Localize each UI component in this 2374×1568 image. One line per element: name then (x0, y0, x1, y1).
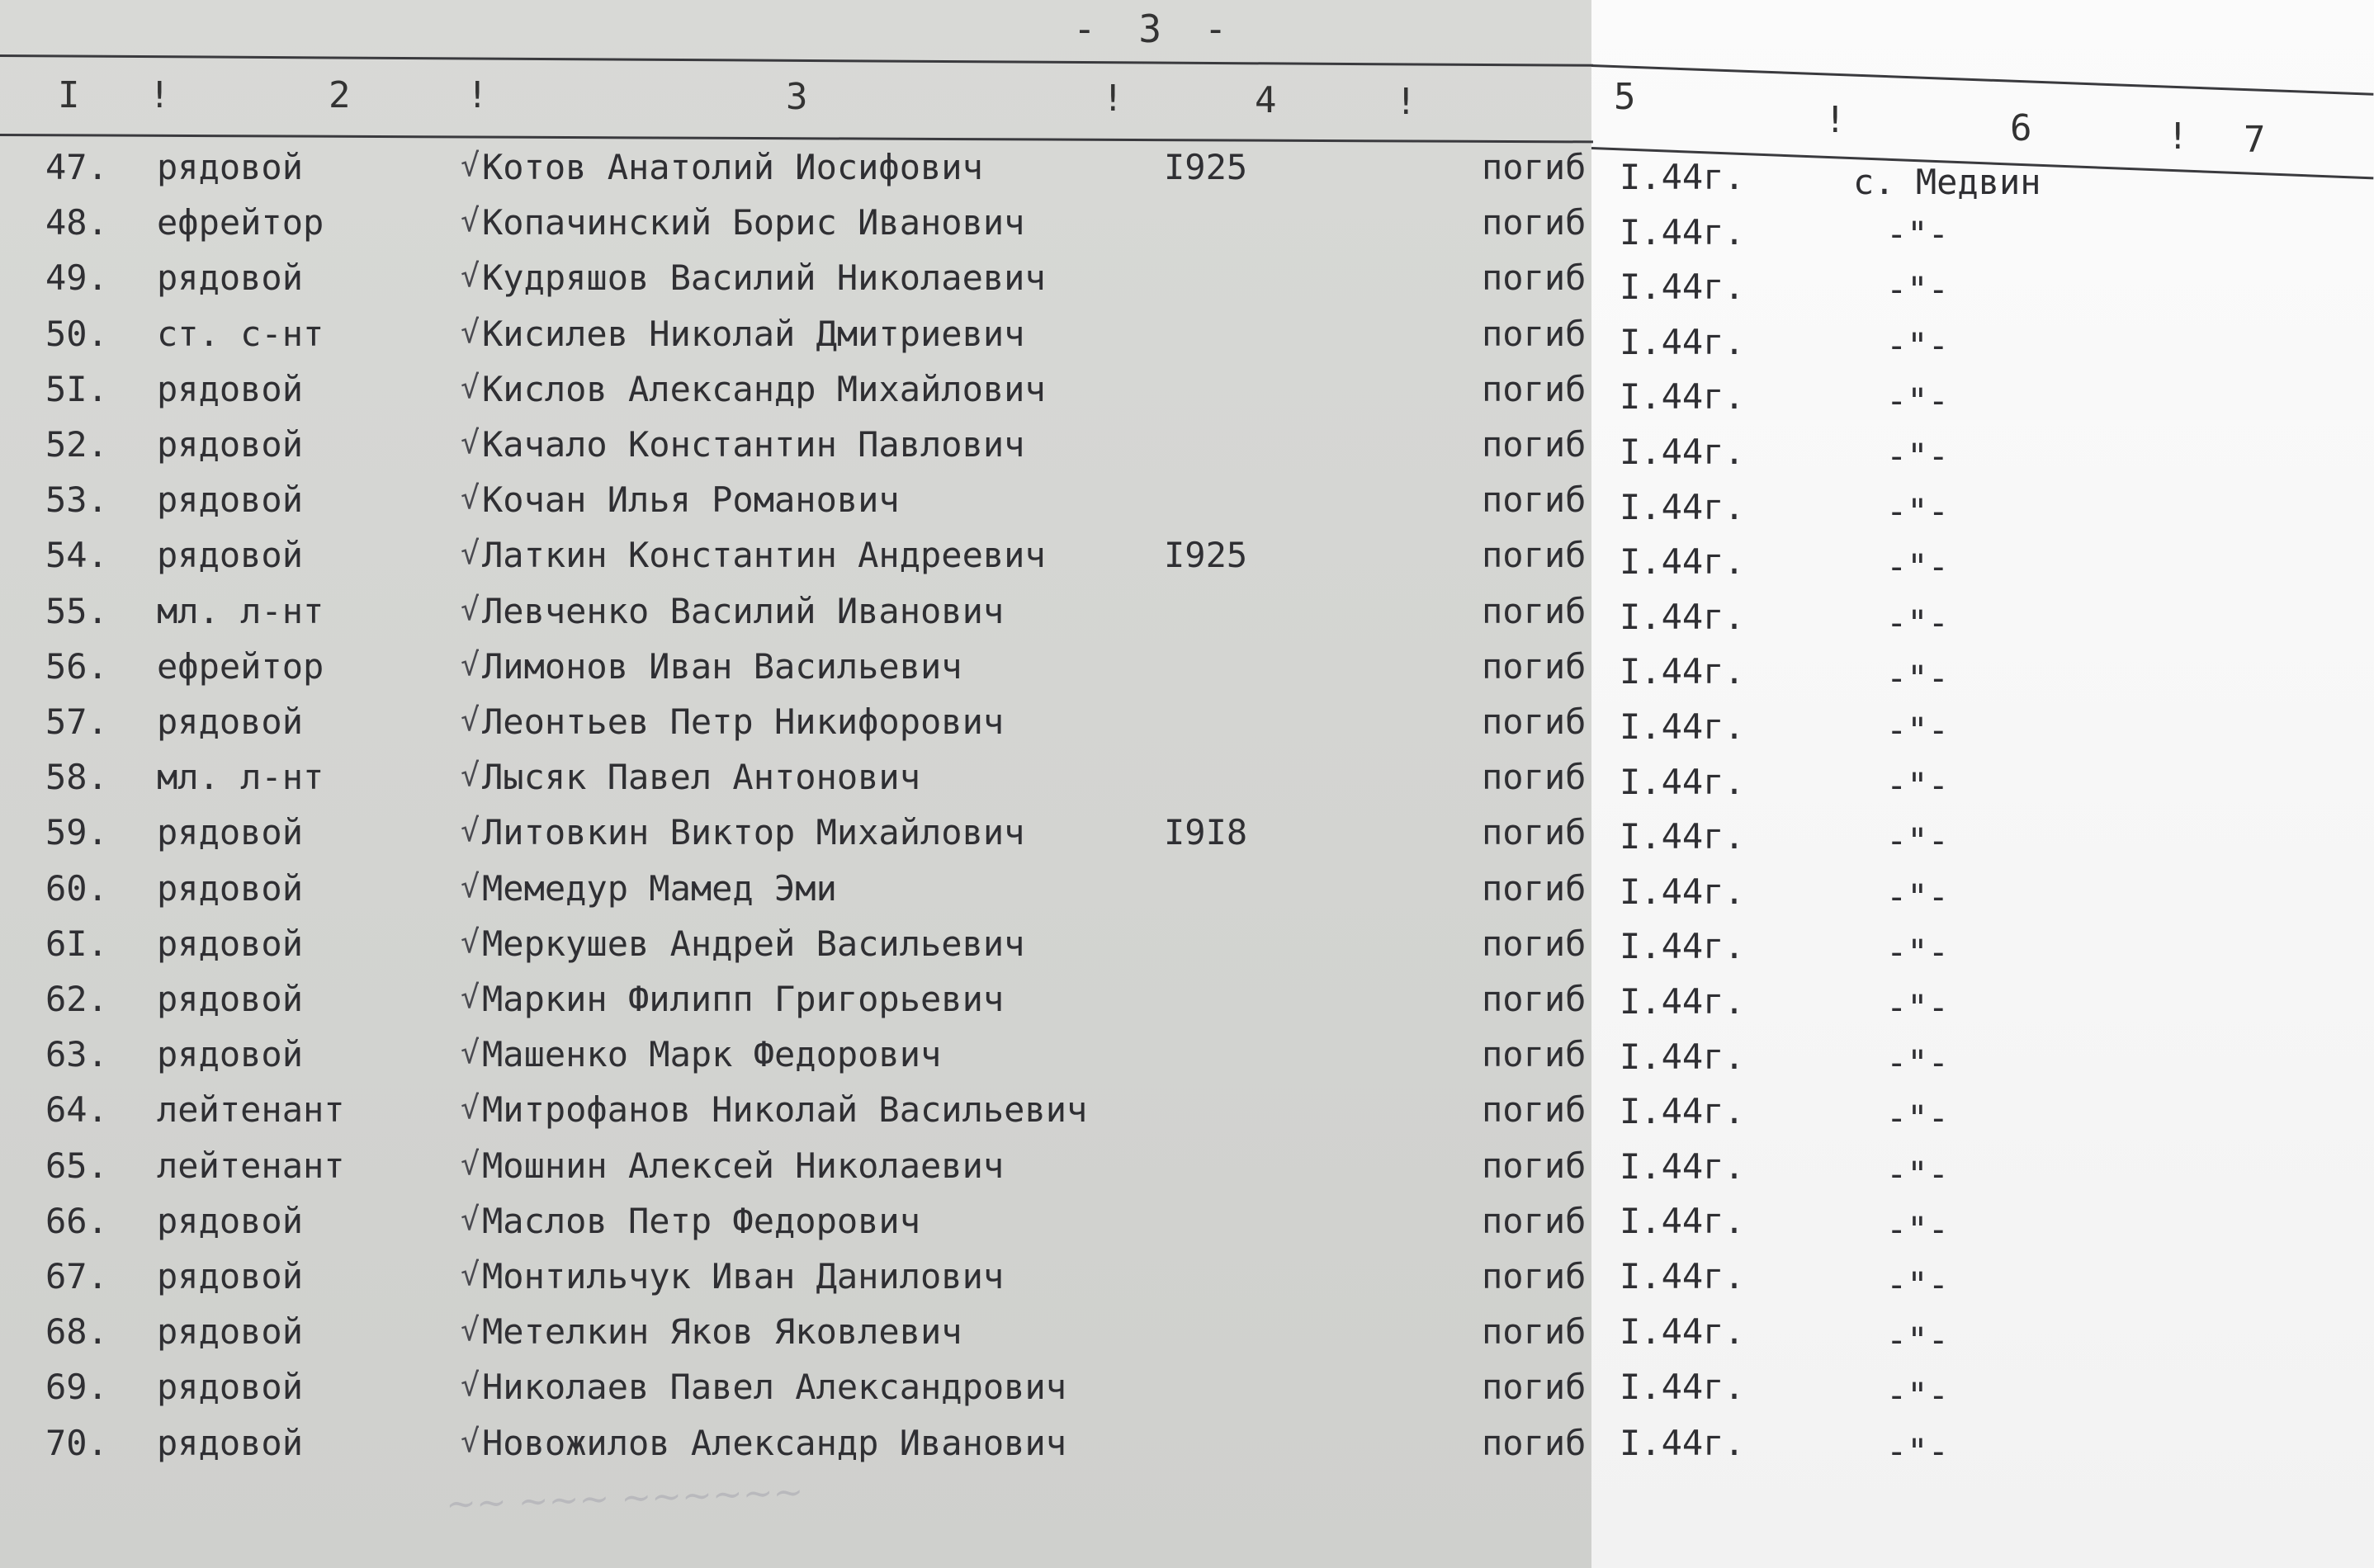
row-date: I.44г. (1620, 486, 1745, 527)
row-place: -"- (1886, 1042, 1949, 1084)
table-row (0, 979, 2374, 1028)
row-fate: погиб (1482, 1256, 1587, 1296)
row-number: 50. (45, 313, 108, 354)
row-name: Николаев Павел Александрович (482, 1367, 1067, 1408)
row-birth-year: I925 (1164, 535, 1248, 576)
row-rank: рядовой (157, 368, 304, 409)
row-name: Маркин Филипп Григорьевич (482, 979, 1005, 1019)
row-rank: рядовой (157, 1034, 304, 1075)
table-row (0, 1311, 2374, 1361)
row-name: Мемедур Мамед Эми (482, 867, 837, 909)
column-separator: ! (149, 74, 171, 116)
row-number: 60. (45, 867, 108, 909)
row-name: Литовкин Виктор Михайлович (482, 812, 1025, 853)
table-row (0, 147, 2374, 202)
table-row (0, 257, 2374, 310)
row-place: -"- (1886, 602, 1949, 643)
row-date: I.44г. (1620, 321, 1745, 362)
row-date: I.44г. (1620, 1145, 1745, 1187)
page-number: - 3 - (1073, 7, 1237, 51)
table-row (0, 812, 2374, 862)
column-header-7: 7 (2244, 119, 2266, 161)
row-rank: рядовой (157, 1311, 304, 1353)
table-row (0, 646, 2374, 696)
row-date: I.44г. (1620, 1036, 1745, 1077)
check-mark-icon: √ (461, 202, 480, 239)
row-number: 64. (45, 1089, 108, 1131)
row-fate: погиб (1482, 1034, 1587, 1075)
row-number: 54. (45, 535, 108, 576)
row-date: I.44г. (1620, 541, 1745, 583)
row-fate: погиб (1482, 1311, 1587, 1353)
row-place: -"- (1886, 491, 1949, 532)
row-number: 67. (45, 1256, 108, 1296)
check-mark-icon: √ (461, 757, 480, 794)
row-fate: погиб (1482, 535, 1587, 576)
row-birth-year: I9I8 (1164, 812, 1248, 853)
row-rank: рядовой (157, 424, 304, 465)
row-place: -"- (1886, 1098, 1949, 1139)
row-number: 70. (45, 1422, 108, 1463)
row-rank: мл. л-нт (157, 590, 324, 631)
row-rank: рядовой (157, 923, 304, 964)
check-mark-icon: √ (461, 1422, 480, 1459)
check-mark-icon: √ (461, 313, 480, 350)
row-fate: погиб (1482, 1145, 1587, 1186)
row-name: Лимонов Иван Васильевич (482, 645, 962, 687)
row-name: Кисилев Николай Дмитриевич (482, 313, 1025, 354)
row-date: I.44г. (1620, 871, 1745, 912)
row-fate: погиб (1482, 424, 1587, 465)
column-separator: ! (1824, 99, 1847, 141)
row-date: I.44г. (1620, 1422, 1745, 1463)
row-number: 53. (45, 479, 108, 521)
row-date: I.44г. (1620, 706, 1745, 747)
row-birth-year: I925 (1164, 147, 1248, 187)
row-date: I.44г. (1620, 432, 1745, 472)
row-rank: ефрейтор (157, 645, 324, 687)
row-name: Маслов Петр Федорович (482, 1200, 921, 1241)
table-row (0, 1423, 2374, 1472)
check-mark-icon: √ (461, 645, 480, 682)
row-fate: погиб (1482, 1200, 1587, 1241)
row-name: Лысяк Павел Антонович (482, 757, 921, 798)
row-place: с. Медвин (1853, 162, 2041, 202)
row-rank: рядовой (157, 812, 304, 853)
row-fate: погиб (1482, 757, 1587, 798)
row-rank: рядовой (157, 1422, 304, 1463)
column-header-6: 6 (2010, 107, 2032, 149)
row-place: -"- (1886, 820, 1949, 862)
row-place: -"- (1886, 1153, 1949, 1194)
row-name: Мошнин Алексей Николаевич (482, 1145, 1005, 1186)
row-date: I.44г. (1620, 926, 1745, 967)
table-row (0, 424, 2374, 474)
table-row (0, 757, 2374, 806)
row-number: 66. (45, 1200, 108, 1241)
row-number: 52. (45, 424, 108, 465)
row-fate: погиб (1482, 701, 1587, 742)
row-date: I.44г. (1620, 157, 1745, 197)
row-date: I.44г. (1620, 1367, 1745, 1408)
check-mark-icon: √ (461, 147, 480, 183)
row-fate: погиб (1482, 479, 1587, 521)
row-place: -"- (1886, 657, 1949, 698)
row-place: -"- (1886, 1264, 1949, 1305)
column-header-2: 2 (329, 74, 351, 116)
row-name: Латкин Константин Андреевич (482, 535, 1046, 576)
row-rank: рядовой (157, 257, 304, 299)
column-separator: ! (466, 74, 489, 116)
row-rank: ефрейтор (157, 202, 324, 243)
row-place: -"- (1886, 1375, 1949, 1416)
table-row (0, 1201, 2374, 1250)
row-rank: рядовой (157, 1256, 304, 1296)
row-rank: лейтенант (157, 1145, 345, 1186)
table-row (0, 202, 2374, 255)
row-rank: рядовой (157, 1367, 304, 1408)
row-fate: погиб (1482, 257, 1587, 299)
column-separator: ! (2167, 116, 2189, 158)
check-mark-icon: √ (461, 424, 480, 460)
row-name: Новожилов Александр Иванович (482, 1422, 1067, 1463)
row-fate: погиб (1482, 1367, 1587, 1408)
table-row (0, 1089, 2374, 1139)
row-rank: мл. л-нт (157, 757, 324, 798)
check-mark-icon: √ (461, 1256, 480, 1292)
row-number: 47. (45, 147, 108, 187)
row-number: 56. (45, 645, 108, 687)
row-rank: ст. с-нт (157, 313, 324, 354)
row-fate: погиб (1482, 1089, 1587, 1131)
row-number: 63. (45, 1034, 108, 1075)
row-place: -"- (1886, 546, 1949, 588)
row-name: Леонтьев Петр Никифорович (482, 701, 1005, 742)
row-date: I.44г. (1620, 1256, 1745, 1296)
row-place: -"- (1886, 931, 1949, 972)
row-date: I.44г. (1620, 596, 1745, 637)
row-name: Митрофанов Николай Васильевич (482, 1089, 1088, 1131)
table-row (0, 313, 2374, 366)
row-name: Монтильчук Иван Данилович (482, 1256, 1005, 1296)
check-mark-icon: √ (461, 535, 480, 572)
row-place: -"- (1886, 876, 1949, 917)
row-fate: погиб (1482, 590, 1587, 631)
row-name: Кудряшов Василий Николаевич (482, 257, 1046, 299)
row-name: Машенко Марк Федорович (482, 1034, 942, 1075)
row-rank: рядовой (157, 867, 304, 909)
column-header-1: I (58, 74, 80, 116)
row-date: I.44г. (1620, 211, 1745, 253)
row-place: -"- (1886, 380, 1949, 421)
row-rank: лейтенант (157, 1089, 345, 1131)
check-mark-icon: √ (461, 701, 480, 738)
column-header-3: 3 (786, 76, 808, 118)
table-row (0, 701, 2374, 751)
column-header-5: 5 (1614, 76, 1636, 118)
row-fate: погиб (1482, 923, 1587, 964)
check-mark-icon: √ (461, 590, 480, 627)
row-rank: рядовой (157, 701, 304, 742)
faint-handwritten-trace: ~~ ~~~ ~~~~~~ (445, 1471, 805, 1526)
row-place: -"- (1886, 269, 1949, 310)
column-separator: ! (1395, 81, 1417, 123)
row-number: 65. (45, 1145, 108, 1186)
row-number: 57. (45, 701, 108, 742)
check-mark-icon: √ (461, 257, 480, 295)
row-number: 58. (45, 757, 108, 798)
row-date: I.44г. (1620, 761, 1745, 802)
row-name: Левченко Василий Иванович (482, 590, 1005, 631)
row-rank: рядовой (157, 479, 304, 521)
row-number: 59. (45, 812, 108, 853)
row-rank: рядовой (157, 147, 304, 187)
check-mark-icon: √ (461, 479, 480, 517)
check-mark-icon: √ (461, 1034, 480, 1071)
row-date: I.44г. (1620, 1091, 1745, 1132)
row-date: I.44г. (1620, 1311, 1745, 1353)
row-number: 48. (45, 202, 108, 243)
table-row (0, 1034, 2374, 1084)
row-fate: погиб (1482, 812, 1587, 853)
row-rank: рядовой (157, 535, 304, 576)
row-fate: погиб (1482, 313, 1587, 354)
table-row (0, 590, 2374, 643)
row-rank: рядовой (157, 979, 304, 1019)
check-mark-icon: √ (461, 867, 480, 904)
row-number: 62. (45, 979, 108, 1019)
table-row (0, 479, 2374, 532)
row-place: -"- (1886, 214, 1949, 255)
row-number: 68. (45, 1311, 108, 1353)
row-fate: погиб (1482, 1422, 1587, 1463)
row-fate: погиб (1482, 368, 1587, 409)
row-name: Копачинский Борис Иванович (482, 202, 1025, 243)
row-name: Кочан Илья Романович (482, 479, 900, 521)
row-date: I.44г. (1620, 981, 1745, 1022)
check-mark-icon: √ (461, 979, 480, 1015)
row-date: I.44г. (1620, 816, 1745, 857)
column-separator: ! (1102, 78, 1124, 120)
row-date: I.44г. (1620, 1201, 1745, 1242)
row-number: 5I. (45, 368, 108, 409)
row-number: 69. (45, 1367, 108, 1408)
row-place: -"- (1886, 1430, 1949, 1471)
row-number: 6I. (45, 923, 108, 964)
check-mark-icon: √ (461, 812, 480, 849)
row-place: -"- (1886, 436, 1949, 476)
row-date: I.44г. (1620, 651, 1745, 692)
check-mark-icon: √ (461, 368, 480, 405)
row-place: -"- (1886, 324, 1949, 366)
row-name: Метелкин Яков Яковлевич (482, 1311, 962, 1353)
row-place: -"- (1886, 765, 1949, 806)
table-row (0, 368, 2374, 421)
row-name: Котов Анатолий Иосифович (482, 147, 983, 187)
table-row (0, 923, 2374, 973)
check-mark-icon: √ (461, 923, 480, 960)
table-row (0, 1367, 2374, 1416)
table-row (0, 1145, 2374, 1195)
check-mark-icon: √ (461, 1089, 480, 1126)
row-date: I.44г. (1620, 267, 1745, 308)
row-place: -"- (1886, 1208, 1949, 1249)
table-row (0, 535, 2374, 588)
row-place: -"- (1886, 987, 1949, 1027)
row-fate: погиб (1482, 979, 1587, 1019)
column-header-4: 4 (1255, 79, 1277, 121)
table-row (0, 1256, 2374, 1306)
row-number: 55. (45, 590, 108, 631)
row-number: 49. (45, 257, 108, 299)
check-mark-icon: √ (461, 1367, 480, 1404)
check-mark-icon: √ (461, 1311, 480, 1348)
check-mark-icon: √ (461, 1145, 480, 1182)
row-fate: погиб (1482, 645, 1587, 687)
row-name: Меркушев Андрей Васильевич (482, 923, 1025, 964)
row-place: -"- (1886, 710, 1949, 750)
row-rank: рядовой (157, 1200, 304, 1241)
check-mark-icon: √ (461, 1200, 480, 1237)
table-row (0, 868, 2374, 918)
row-fate: погиб (1482, 147, 1587, 187)
row-fate: погиб (1482, 867, 1587, 909)
row-name: Кислов Александр Михайлович (482, 368, 1046, 409)
row-fate: погиб (1482, 202, 1587, 243)
row-date: I.44г. (1620, 376, 1745, 418)
row-name: Качало Константин Павлович (482, 424, 1025, 465)
row-place: -"- (1886, 1320, 1949, 1361)
